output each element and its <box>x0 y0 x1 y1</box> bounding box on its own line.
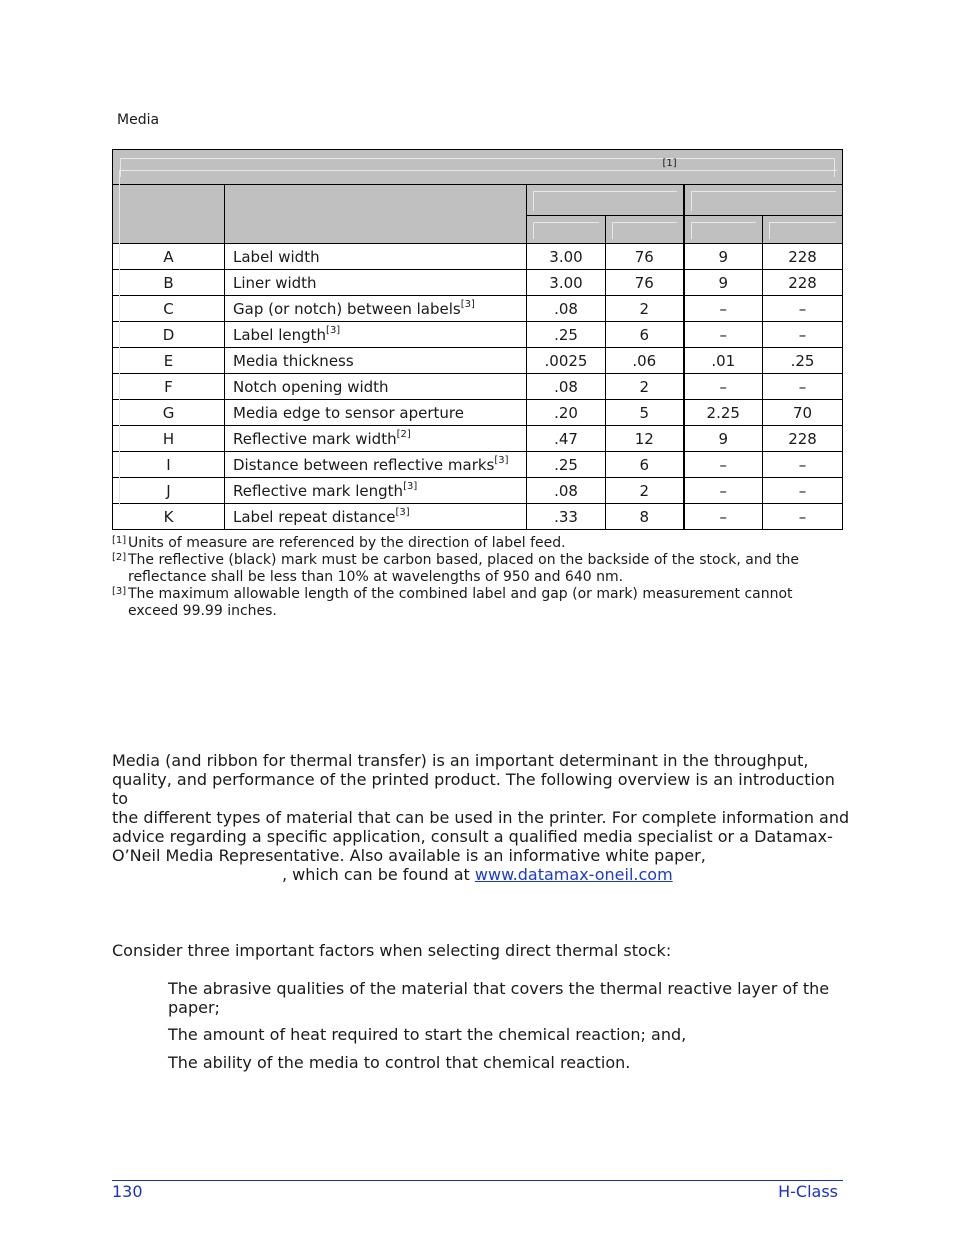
row-letter: B <box>113 270 225 296</box>
row-max-mm: – <box>763 296 843 322</box>
footnote-ref: [3] <box>460 298 475 310</box>
row-max-in: 9 <box>684 426 763 452</box>
footnote-ref: [2] <box>396 428 411 440</box>
row-max-in: – <box>684 374 763 400</box>
row-min-mm: 2 <box>606 374 684 400</box>
media-specifications-table <box>112 149 843 530</box>
footnote-ref: [3] <box>395 506 410 518</box>
row-letter: C <box>113 296 225 322</box>
row-letter: I <box>113 452 225 478</box>
row-letter: F <box>113 374 225 400</box>
footnote-ref: [3] <box>494 454 509 466</box>
row-description: Notch opening width <box>225 374 527 400</box>
row-description: Label width <box>225 244 527 270</box>
row-letter: G <box>113 400 225 426</box>
direct-thermal-intro: Consider three important factors when selecting direct thermal stock: <box>112 941 672 960</box>
row-max-mm: – <box>763 374 843 400</box>
row-description: Gap (or notch) between labels[3] <box>225 296 527 322</box>
row-min-in: .08 <box>527 478 606 504</box>
row-min-mm: 2 <box>606 478 684 504</box>
factor-item: The abrasive qualities of the material that covers the thermal reactive layer of the paper; <box>168 979 830 1017</box>
section-heading: Media <box>117 112 160 128</box>
factor-item: The amount of heat required to start the chemical reaction; and, <box>168 1025 687 1044</box>
page-number: 130 <box>112 1182 143 1201</box>
row-max-in: .01 <box>684 348 763 374</box>
row-min-mm: 5 <box>606 400 684 426</box>
row-min-mm: 76 <box>606 270 684 296</box>
footer-rule <box>112 1180 843 1181</box>
row-description: Media edge to sensor aperture <box>225 400 527 426</box>
row-min-in: .25 <box>527 452 606 478</box>
row-min-mm: 6 <box>606 322 684 348</box>
row-max-mm: – <box>763 478 843 504</box>
row-max-mm: 228 <box>763 426 843 452</box>
row-description: Reflective mark length[3] <box>225 478 527 504</box>
row-description: Media thickness <box>225 348 527 374</box>
row-letter: K <box>113 504 225 530</box>
row-min-mm: 76 <box>606 244 684 270</box>
row-min-in: 3.00 <box>527 244 606 270</box>
table-header-unit-in <box>527 216 606 244</box>
row-letter: A <box>113 244 225 270</box>
row-max-in: – <box>684 452 763 478</box>
table-footnotes <box>112 535 842 620</box>
row-letter: H <box>113 426 225 452</box>
row-max-in: 9 <box>684 270 763 296</box>
row-min-in: 3.00 <box>527 270 606 296</box>
row-max-in: 9 <box>684 244 763 270</box>
row-min-in: .33 <box>527 504 606 530</box>
row-min-in: .0025 <box>527 348 606 374</box>
row-description: Reflective mark width[2] <box>225 426 527 452</box>
row-max-in: 2.25 <box>684 400 763 426</box>
media-overview-paragraph: Media (and ribbon for thermal transfer) is an important determinant in the throughput, quality, and performance of the printed product. The following overview is an introduction to the different types of material that can be used in the printer. For complete information and advice regarding a specific application, consult a qualified media specialist or a Datamax- O’Neil Media Representative. Also available is an informative white paper, , which can be found at www.datamax-oneil.com <box>112 751 850 884</box>
product-name: H-Class <box>778 1182 838 1201</box>
row-min-mm: 6 <box>606 452 684 478</box>
table-header-unit-mm <box>606 216 684 244</box>
footnote: [1] Units of measure are referenced by the direction of label feed. <box>112 535 566 551</box>
row-max-mm: 228 <box>763 244 843 270</box>
table-header-unit-mm <box>763 216 843 244</box>
table-header-maximum <box>684 185 843 216</box>
table-header-minimum <box>527 185 684 216</box>
footnote-ref: [3] <box>403 480 418 492</box>
footnote: [2] The reflective (black) mark must be carbon based, placed on the backside of the stock, and the reflectance shall be less than 10% at wavelengths of 950 and 640 nm. <box>112 552 800 585</box>
factor-item: The ability of the media to control that chemical reaction. <box>168 1053 631 1072</box>
row-min-mm: 8 <box>606 504 684 530</box>
row-max-mm: 228 <box>763 270 843 296</box>
row-min-in: .08 <box>527 374 606 400</box>
row-max-mm: .25 <box>763 348 843 374</box>
footnote: [3] The maximum allowable length of the combined label and gap (or mark) measurement cannot exceed 99.99 inches. <box>112 586 793 619</box>
row-max-in: – <box>684 296 763 322</box>
table-header-letter <box>113 185 225 244</box>
row-max-mm: 70 <box>763 400 843 426</box>
row-min-in: .25 <box>527 322 606 348</box>
row-max-in: – <box>684 478 763 504</box>
row-description: Liner width <box>225 270 527 296</box>
row-max-mm: – <box>763 504 843 530</box>
row-description: Distance between reflective marks[3] <box>225 452 527 478</box>
table-row <box>113 504 843 530</box>
datamax-website-link[interactable]: www.datamax-oneil.com <box>474 865 673 884</box>
row-min-in: .47 <box>527 426 606 452</box>
row-description: Label repeat distance[3] <box>225 504 527 530</box>
row-min-in: .08 <box>527 296 606 322</box>
row-max-in: – <box>684 322 763 348</box>
row-letter: E <box>113 348 225 374</box>
row-min-mm: 2 <box>606 296 684 322</box>
row-max-mm: – <box>763 322 843 348</box>
table-title-footnote-ref: [1] <box>662 158 677 169</box>
row-min-mm: .06 <box>606 348 684 374</box>
row-max-in: – <box>684 504 763 530</box>
row-max-mm: – <box>763 452 843 478</box>
footnote-ref: [3] <box>326 324 341 336</box>
row-description: Label length[3] <box>225 322 527 348</box>
row-letter: D <box>113 322 225 348</box>
row-min-mm: 12 <box>606 426 684 452</box>
row-letter: J <box>113 478 225 504</box>
table-header-unit-in <box>684 216 763 244</box>
row-min-in: .20 <box>527 400 606 426</box>
